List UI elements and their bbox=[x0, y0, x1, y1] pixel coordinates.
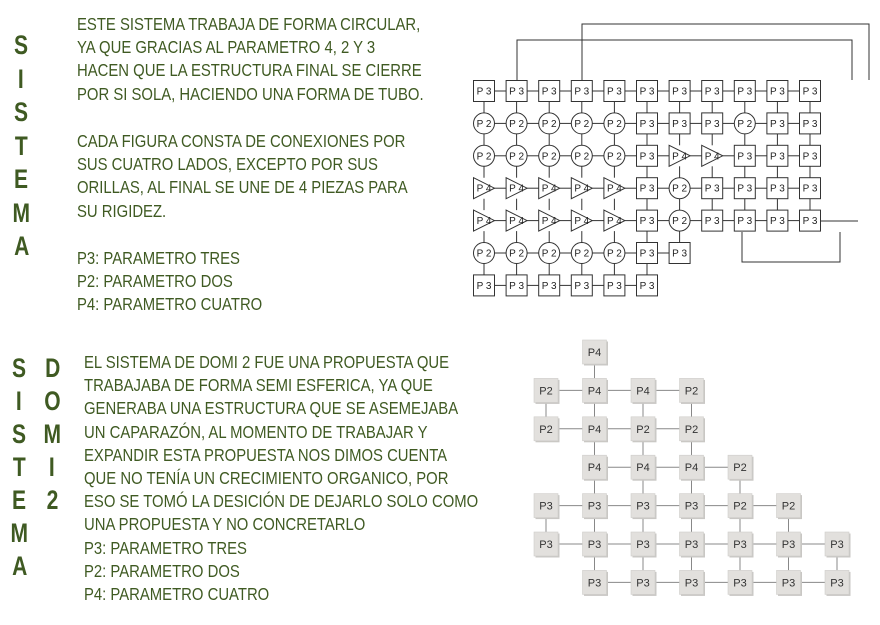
piece-label: P 4 bbox=[672, 151, 688, 163]
piece-label: P 3 bbox=[769, 118, 785, 130]
piece-label: P 3 bbox=[802, 118, 818, 130]
piece-label: P3 bbox=[781, 539, 796, 551]
letter: T bbox=[14, 130, 28, 161]
piece-label: P 3 bbox=[672, 86, 688, 98]
legend-line: P3: PARAMETRO TRES bbox=[84, 538, 247, 558]
letter: A bbox=[13, 231, 29, 261]
piece-label: P 3 bbox=[802, 86, 818, 98]
top-connections-description bbox=[77, 130, 461, 223]
piece-p2 bbox=[680, 417, 706, 443]
letter: I bbox=[49, 452, 56, 482]
piece-p4 bbox=[631, 378, 657, 404]
text-line: GENERABA UNA ESTRUCTURA QUE SE ASEMEJABA bbox=[84, 398, 459, 419]
piece-p3 bbox=[539, 275, 560, 296]
piece-label: P 3 bbox=[541, 280, 557, 292]
piece-label: P 3 bbox=[704, 86, 720, 98]
piece-p3 bbox=[800, 145, 821, 166]
piece-label: P 4 bbox=[476, 183, 492, 195]
piece-p4 bbox=[571, 210, 592, 231]
letter: S bbox=[12, 353, 27, 383]
piece-p4 bbox=[539, 178, 560, 199]
piece-label: P 2 bbox=[509, 151, 525, 163]
piece-p2 bbox=[539, 145, 560, 166]
letter: E bbox=[14, 164, 29, 194]
piece-label: P 3 bbox=[769, 216, 785, 228]
piece-p3 bbox=[474, 81, 495, 102]
piece-p3 bbox=[534, 532, 560, 558]
piece-label: P 4 bbox=[541, 183, 557, 195]
piece-label: P3 bbox=[684, 539, 699, 551]
piece-p4 bbox=[583, 340, 609, 366]
piece-p4 bbox=[571, 178, 592, 199]
top-description bbox=[77, 13, 480, 106]
legend-line: P4: PARAMETRO CUATRO bbox=[77, 294, 263, 315]
piece-p3 bbox=[506, 81, 527, 102]
piece-p2 bbox=[571, 113, 592, 134]
piece-label: P2 bbox=[684, 385, 699, 398]
piece-label: P 3 bbox=[737, 183, 753, 195]
piece-p2 bbox=[604, 243, 625, 264]
text-line: EL SISTEMA DE DOMI 2 FUE UNA PROPUESTA QUE bbox=[84, 352, 450, 372]
piece-p3 bbox=[800, 81, 821, 102]
letter: M bbox=[12, 197, 31, 228]
piece-p3 bbox=[734, 210, 755, 231]
piece-label: P 3 bbox=[606, 86, 622, 98]
piece-label: P3 bbox=[539, 539, 553, 551]
piece-p4 bbox=[474, 178, 495, 199]
piece-label: P 2 bbox=[509, 118, 525, 130]
piece-p2 bbox=[669, 210, 690, 231]
piece-p3 bbox=[702, 178, 723, 199]
piece-label: P3 bbox=[830, 577, 844, 590]
piece-p2 bbox=[474, 113, 495, 134]
piece-p3 bbox=[631, 494, 657, 519]
piece-p3 bbox=[637, 145, 658, 166]
tube-system-diagram bbox=[462, 15, 872, 305]
piece-p3 bbox=[604, 81, 625, 102]
piece-label: P 3 bbox=[672, 118, 688, 130]
piece-p2 bbox=[728, 455, 754, 481]
piece-label: P 3 bbox=[802, 183, 818, 195]
vertical-word-domi bbox=[41, 355, 64, 514]
text-line: ESTE SISTEMA TRABAJA DE FORMA CIRCULAR, bbox=[77, 14, 421, 34]
piece-p3 bbox=[637, 178, 658, 199]
piece-p3 bbox=[702, 113, 723, 134]
piece-p3 bbox=[571, 81, 592, 102]
piece-label: P 2 bbox=[476, 248, 492, 260]
piece-label: P 3 bbox=[769, 86, 785, 98]
piece-label: P 2 bbox=[476, 118, 492, 130]
closure-loop bbox=[517, 40, 852, 80]
piece-p2 bbox=[680, 378, 706, 404]
piece-p2 bbox=[539, 243, 560, 264]
text-line: TRABAJABA DE FORMA SEMI ESFERICA, YA QUE bbox=[84, 375, 433, 396]
legend-line: P2: PARAMETRO DOS bbox=[84, 561, 240, 582]
letter: S bbox=[14, 30, 29, 60]
closure-loop bbox=[742, 232, 840, 262]
piece-p3 bbox=[669, 113, 690, 134]
piece-label: P 3 bbox=[476, 86, 492, 98]
piece-label: P4 bbox=[587, 347, 602, 359]
piece-label: P 4 bbox=[574, 216, 590, 228]
piece-label: P 3 bbox=[476, 280, 492, 292]
piece-label: P 4 bbox=[509, 216, 525, 228]
piece-p2 bbox=[534, 378, 560, 404]
piece-p3 bbox=[825, 532, 851, 558]
piece-p3 bbox=[583, 494, 609, 519]
piece-p3 bbox=[637, 243, 658, 264]
piece-label: P 3 bbox=[802, 151, 818, 163]
piece-label: P 3 bbox=[704, 216, 720, 228]
piece-label: P3 bbox=[684, 500, 699, 513]
piece-label: P 4 bbox=[704, 151, 720, 163]
vertical-word-sistema-bottom bbox=[8, 355, 31, 580]
piece-label: P 3 bbox=[509, 86, 525, 98]
letter: A bbox=[11, 551, 27, 581]
piece-label: P3 bbox=[636, 577, 650, 590]
piece-p3 bbox=[800, 113, 821, 134]
piece-p2 bbox=[669, 178, 690, 199]
bottom-legend bbox=[84, 537, 299, 607]
piece-p3 bbox=[583, 570, 609, 596]
piece-label: P3 bbox=[539, 500, 553, 513]
closure-loop bbox=[582, 24, 869, 80]
letter: E bbox=[12, 485, 27, 515]
piece-p4 bbox=[669, 145, 690, 166]
piece-p3 bbox=[631, 532, 657, 558]
piece-p3 bbox=[767, 81, 788, 102]
text-line: SU RIGIDEZ. bbox=[77, 200, 167, 221]
piece-label: P 3 bbox=[737, 216, 753, 228]
piece-label: P3 bbox=[636, 500, 650, 513]
piece-label: P 3 bbox=[802, 216, 818, 228]
piece-p4 bbox=[583, 417, 609, 443]
piece-label: P 3 bbox=[541, 86, 557, 98]
vertical-word-sistema-top bbox=[10, 32, 33, 260]
text-line: QUE NO TENÍA UN CRECIMIENTO ORGANICO, POR bbox=[84, 468, 449, 489]
letter: T bbox=[12, 452, 26, 482]
piece-label: P 3 bbox=[704, 183, 720, 195]
piece-label: P 3 bbox=[737, 86, 753, 98]
piece-p4 bbox=[506, 178, 527, 199]
piece-p3 bbox=[728, 570, 754, 596]
piece-p4 bbox=[474, 210, 495, 231]
piece-p3 bbox=[534, 494, 560, 519]
piece-p2 bbox=[631, 417, 657, 443]
piece-p3 bbox=[669, 243, 690, 264]
legend-line: P2: PARAMETRO DOS bbox=[77, 271, 233, 292]
piece-label: P 2 bbox=[672, 216, 688, 228]
letter: I bbox=[18, 63, 25, 94]
piece-label: P4 bbox=[684, 462, 699, 475]
letter: I bbox=[16, 386, 23, 416]
piece-label: P 3 bbox=[606, 280, 622, 292]
piece-p4 bbox=[604, 210, 625, 231]
piece-label: P 3 bbox=[639, 248, 655, 260]
letter: 2 bbox=[46, 485, 59, 515]
piece-p2 bbox=[506, 243, 527, 264]
text-line: EXPANDIR ESTA PROPUESTA NOS DIMOS CUENTA bbox=[84, 444, 448, 465]
piece-p2 bbox=[604, 113, 625, 134]
piece-p4 bbox=[506, 210, 527, 231]
piece-p2 bbox=[506, 145, 527, 166]
piece-p3 bbox=[734, 81, 755, 102]
piece-label: P3 bbox=[684, 577, 699, 590]
piece-label: P3 bbox=[587, 577, 602, 590]
piece-p3 bbox=[669, 81, 690, 102]
piece-label: P3 bbox=[830, 539, 844, 551]
piece-p3 bbox=[637, 275, 658, 296]
piece-p3 bbox=[637, 113, 658, 134]
piece-p3 bbox=[680, 532, 706, 558]
piece-p3 bbox=[702, 81, 723, 102]
piece-p3 bbox=[474, 275, 495, 296]
piece-label: P 2 bbox=[541, 118, 557, 130]
piece-label: P4 bbox=[587, 423, 602, 436]
letter: S bbox=[12, 419, 27, 449]
piece-p3 bbox=[539, 81, 560, 102]
piece-p3 bbox=[680, 570, 706, 596]
piece-label: P2 bbox=[781, 500, 796, 513]
piece-p3 bbox=[800, 210, 821, 231]
text-line: SUS CUATRO LADOS, EXCEPTO POR SUS bbox=[77, 154, 378, 175]
piece-label: P 4 bbox=[476, 216, 492, 228]
domi2-system-diagram bbox=[520, 330, 865, 620]
piece-p4 bbox=[539, 210, 560, 231]
piece-label: P4 bbox=[587, 462, 602, 475]
legend-line: P3: PARAMETRO TRES bbox=[77, 248, 240, 268]
piece-label: P2 bbox=[636, 423, 650, 436]
piece-p3 bbox=[734, 178, 755, 199]
text-line: CADA FIGURA CONSTA DE CONEXIONES POR bbox=[77, 131, 406, 151]
piece-p3 bbox=[506, 275, 527, 296]
piece-p2 bbox=[777, 494, 803, 519]
letter: O bbox=[44, 386, 61, 416]
piece-p4 bbox=[680, 455, 706, 481]
piece-p2 bbox=[539, 113, 560, 134]
piece-label: P 2 bbox=[541, 248, 557, 260]
piece-p2 bbox=[474, 243, 495, 264]
piece-p2 bbox=[571, 243, 592, 264]
piece-label: P 2 bbox=[574, 118, 590, 130]
letter: M bbox=[10, 518, 29, 548]
piece-label: P 3 bbox=[639, 151, 655, 163]
piece-label: P 3 bbox=[639, 183, 655, 195]
piece-p3 bbox=[728, 532, 754, 558]
piece-p3 bbox=[734, 145, 755, 166]
text-line: UN CAPARAZÓN, AL MOMENTO DE TRABAJAR Y bbox=[84, 421, 428, 442]
piece-label: P 2 bbox=[476, 151, 492, 163]
piece-label: P 3 bbox=[639, 280, 655, 292]
piece-label: P 2 bbox=[606, 118, 622, 130]
piece-p4 bbox=[583, 378, 609, 404]
piece-p3 bbox=[604, 275, 625, 296]
piece-label: P 2 bbox=[574, 151, 590, 163]
piece-p2 bbox=[728, 494, 754, 519]
piece-p3 bbox=[637, 81, 658, 102]
text-line: ORILLAS, AL FINAL SE UNE DE 4 PIEZAS PARA bbox=[77, 177, 408, 198]
text-line: HACEN QUE LA ESTRUCTURA FINAL SE CIERRE bbox=[77, 60, 422, 81]
piece-label: P2 bbox=[733, 500, 747, 513]
piece-label: P 3 bbox=[639, 216, 655, 228]
piece-label: P4 bbox=[636, 385, 650, 398]
piece-label: P 2 bbox=[737, 118, 753, 130]
piece-p2 bbox=[571, 145, 592, 166]
piece-p4 bbox=[604, 178, 625, 199]
piece-p2 bbox=[534, 417, 560, 443]
piece-p3 bbox=[583, 532, 609, 558]
piece-p3 bbox=[777, 532, 803, 558]
piece-label: P2 bbox=[539, 385, 553, 398]
piece-p4 bbox=[702, 145, 723, 166]
piece-label: P 3 bbox=[639, 86, 655, 98]
piece-p2 bbox=[734, 113, 755, 134]
piece-label: P 3 bbox=[769, 151, 785, 163]
piece-label: P 3 bbox=[737, 151, 753, 163]
legend-line: P4: PARAMETRO CUATRO bbox=[84, 584, 270, 605]
letter: D bbox=[44, 353, 60, 383]
piece-p3 bbox=[825, 570, 851, 596]
piece-p2 bbox=[604, 145, 625, 166]
piece-p3 bbox=[680, 494, 706, 519]
piece-label: P 3 bbox=[704, 118, 720, 130]
piece-p3 bbox=[637, 210, 658, 231]
text-line: UNA PROPUESTA Y NO CONCRETARLO bbox=[84, 514, 366, 535]
bottom-description bbox=[84, 351, 542, 537]
piece-label: P 3 bbox=[639, 118, 655, 130]
piece-label: P2 bbox=[539, 423, 553, 436]
piece-label: P3 bbox=[587, 500, 602, 513]
piece-p3 bbox=[702, 210, 723, 231]
piece-p3 bbox=[767, 178, 788, 199]
letter: S bbox=[14, 97, 29, 127]
piece-p4 bbox=[631, 455, 657, 481]
piece-label: P3 bbox=[733, 577, 747, 590]
piece-label: P3 bbox=[733, 539, 747, 551]
top-legend bbox=[77, 247, 292, 317]
piece-label: P2 bbox=[733, 462, 747, 475]
piece-p3 bbox=[767, 145, 788, 166]
piece-label: P3 bbox=[636, 539, 650, 551]
text-line: POR SI SOLA, HACIENDO UNA FORMA DE TUBO. bbox=[77, 83, 424, 104]
piece-label: P 3 bbox=[574, 86, 590, 98]
piece-label: P 2 bbox=[509, 248, 525, 260]
piece-label: P 2 bbox=[541, 151, 557, 163]
piece-p3 bbox=[631, 570, 657, 596]
piece-label: P 3 bbox=[672, 248, 688, 260]
piece-label: P3 bbox=[781, 577, 796, 590]
piece-label: P 2 bbox=[574, 248, 590, 260]
piece-p2 bbox=[474, 145, 495, 166]
piece-label: P 4 bbox=[574, 183, 590, 195]
piece-label: P2 bbox=[684, 423, 699, 436]
piece-label: P 3 bbox=[574, 280, 590, 292]
piece-label: P 4 bbox=[509, 183, 525, 195]
letter: M bbox=[43, 419, 62, 449]
text-line: YA QUE GRACIAS AL PARAMETRO 4, 2 Y 3 bbox=[77, 37, 376, 58]
piece-p4 bbox=[583, 455, 609, 481]
piece-p3 bbox=[767, 210, 788, 231]
piece-p3 bbox=[571, 275, 592, 296]
piece-label: P4 bbox=[636, 462, 650, 475]
text-line: ESO SE TOMÓ LA DESICIÓN DE DEJARLO SOLO COMO bbox=[84, 491, 479, 512]
piece-label: P3 bbox=[587, 539, 602, 551]
piece-label: P 2 bbox=[606, 248, 622, 260]
piece-label: P 2 bbox=[606, 151, 622, 163]
piece-label: P 4 bbox=[606, 183, 622, 195]
piece-p3 bbox=[777, 570, 803, 596]
piece-p2 bbox=[506, 113, 527, 134]
piece-label: P 4 bbox=[606, 216, 622, 228]
piece-label: P 4 bbox=[541, 216, 557, 228]
piece-label: P4 bbox=[587, 385, 602, 398]
piece-label: P 3 bbox=[769, 183, 785, 195]
piece-p3 bbox=[800, 178, 821, 199]
piece-p3 bbox=[767, 113, 788, 134]
piece-label: P 3 bbox=[509, 280, 525, 292]
piece-label: P 2 bbox=[672, 183, 688, 195]
